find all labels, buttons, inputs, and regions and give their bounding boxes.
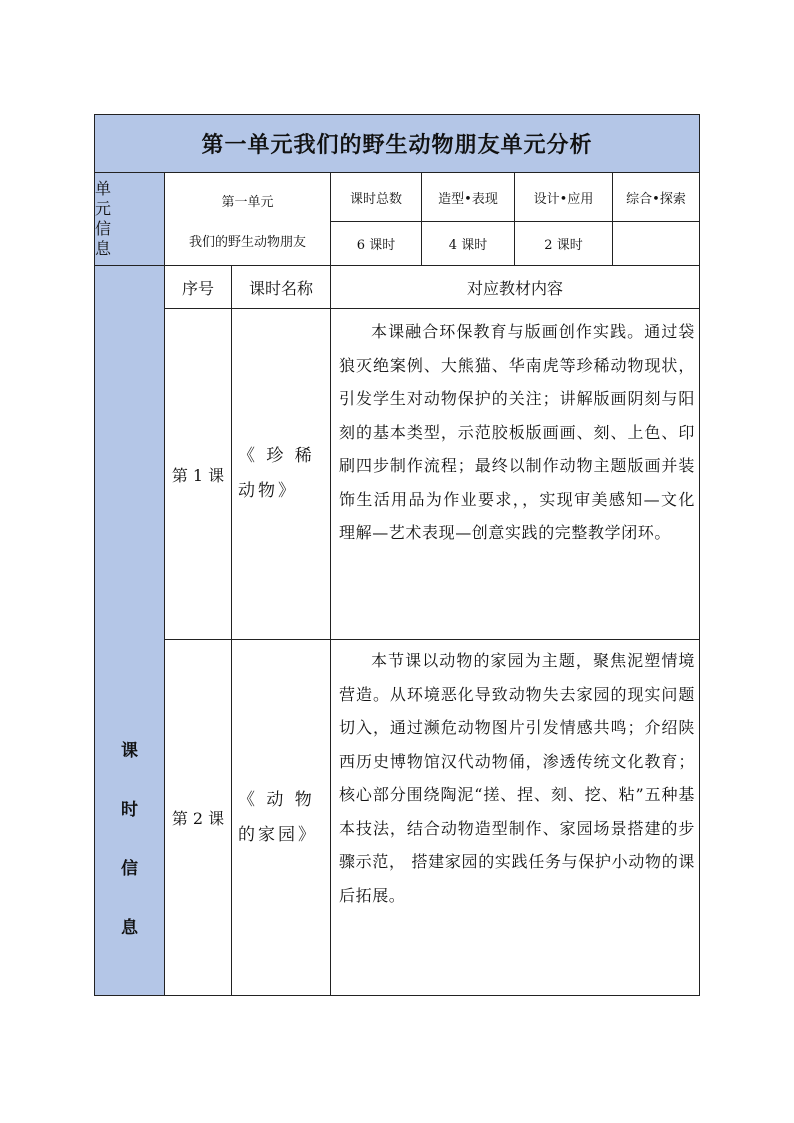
lesson-info-label-char: 信 xyxy=(121,859,138,879)
unit-name: 我们的野生动物朋友 xyxy=(188,235,306,250)
lesson-name-header: 课时名称 xyxy=(231,265,331,309)
synthesis-value xyxy=(612,221,700,266)
total-hours-value: 6 课时 xyxy=(330,221,422,266)
lesson-1-name: 《 珍 稀 动物》 xyxy=(238,446,315,501)
unit-info-label xyxy=(94,172,165,266)
unit-number: 第一单元 xyxy=(221,195,274,210)
total-hours-header: 课时总数 xyxy=(330,172,422,222)
lesson-2-content: 本节课以动物的家园为主题，聚焦泥塑情境营造。从环境恶化导致动物失去家园的现实问题切入，通过濒危动物图片引发情感共鸣；介绍陕西历史博物馆汉代动物俑，渗透传统文化教育；核心部分围绕陶泥“搓、捏、刻、挖、粘”五种基本技法，结合动物造型制作、家园场景搭建的步骤示范， 搭建家园的实践任务与保护小动物的课后拓展。 xyxy=(339,651,695,905)
lesson-content-header: 对应教材内容 xyxy=(330,265,700,309)
lesson-2-number: 第 2 课 xyxy=(164,639,232,996)
lesson-info-label xyxy=(94,265,165,996)
lesson-info-label-char: 课 xyxy=(121,741,138,761)
lesson-1-content-cell xyxy=(330,308,700,640)
design-header: 设计•应用 xyxy=(514,172,613,222)
lesson-no-header: 序号 xyxy=(164,265,232,309)
unit-info-label-char: 元 xyxy=(95,199,112,218)
lesson-info-label-char: 时 xyxy=(121,800,138,820)
unit-info-label-char: 单 xyxy=(95,179,112,198)
lesson-1-name-cell xyxy=(231,308,331,640)
lesson-1-content: 本课融合环保教育与版画创作实践。通过袋狼灭绝案例、大熊猫、华南虎等珍稀动物现状，引发学生对动物保护的关注；讲解版画阴刻与阳刻的基本类型，示范胶板版画画、刻、上色、印刷四步制作流程；最终以制作动物主题版画并装饰生活用品为作业要求，，实现审美感知—文化理解—艺术表现—创意实践的完整教学闭环。 xyxy=(339,322,695,542)
unit-info-label-char: 信 xyxy=(95,219,112,238)
design-value: 2 课时 xyxy=(514,221,613,266)
lesson-2-name: 《 动 物 的家园》 xyxy=(238,789,318,845)
lesson-2-name-cell xyxy=(231,639,331,996)
synthesis-header: 综合•探索 xyxy=(612,172,700,222)
lesson-1-number: 第 1 课 xyxy=(164,308,232,640)
modeling-header: 造型•表现 xyxy=(421,172,515,222)
unit-name-cell xyxy=(164,172,331,266)
lesson-info-label-char: 息 xyxy=(121,918,138,938)
modeling-value: 4 课时 xyxy=(421,221,515,266)
lesson-2-content-cell xyxy=(330,639,700,996)
unit-info-label-char: 息 xyxy=(95,239,112,258)
page-title: 第一单元我们的野生动物朋友单元分析 xyxy=(94,114,700,173)
